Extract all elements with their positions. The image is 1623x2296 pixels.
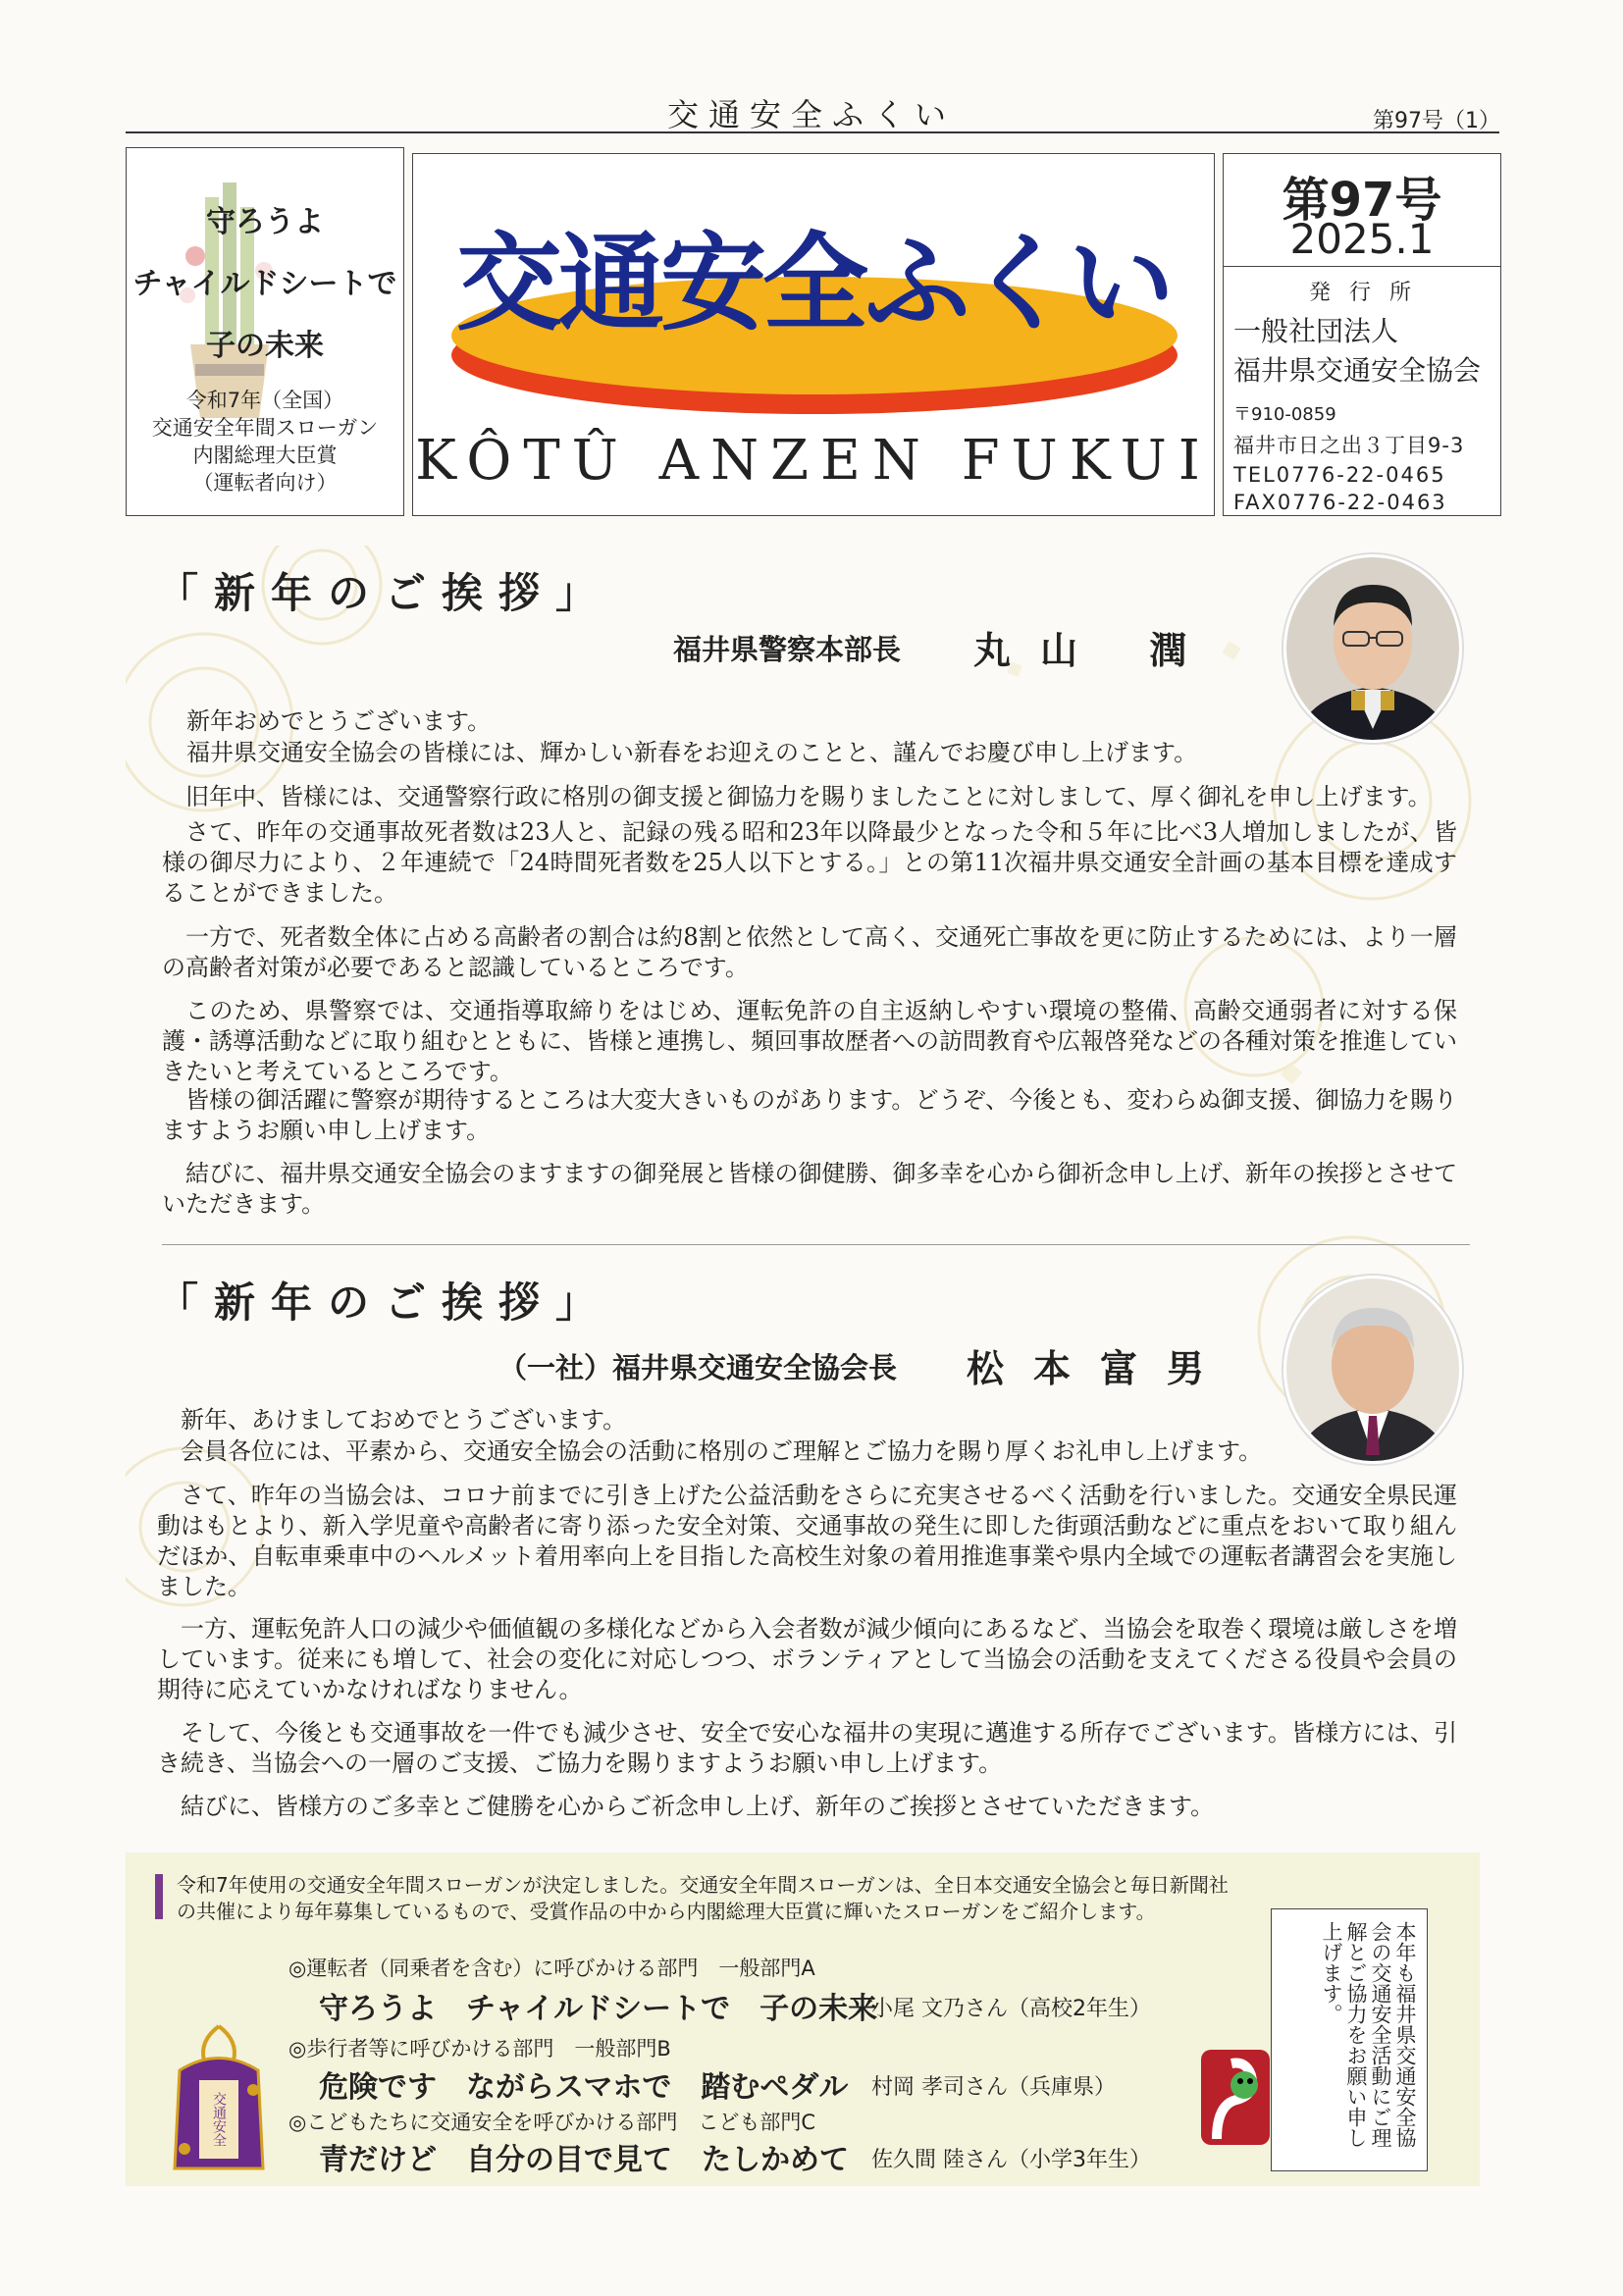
article1-paragraph: さて、昨年の交通事故死者数は23人と、記録の残る昭和23年以降最少となった令和５年に比べ3人増加しましたが、皆様の御尽力により、２年連続で「24時間死者数を25人以下とする。」との第11次福井県交通安全計画の基本目標を達成することができました。 xyxy=(162,818,1457,907)
award-slogan: 青だけど 自分の目で見て たしかめて xyxy=(319,2143,849,2177)
slogan-author: 村岡 孝司さん（兵庫県） xyxy=(871,2075,1116,2100)
slogan-line-1: 守ろうよ xyxy=(206,205,324,239)
publisher-fax: FAX0776-22-0463 xyxy=(1233,491,1447,514)
slogan-note-year: 令和7年（全国） xyxy=(185,389,344,412)
masthead-title: 交通安全ふくい xyxy=(666,96,956,133)
article2-paragraph: 会員各位には、平素から、交通安全協会の活動に格別のご理解とご協力を賜り厚くお礼申し上げます。 xyxy=(181,1437,1263,1465)
slogan-intro-line-2: の共催により毎年募集しているもので、受賞作品の中から内閣総理大臣賞に輝いたスローガンをご紹介します。 xyxy=(177,1900,1156,1923)
slogan-line-2: チャイルドシートで xyxy=(132,267,397,301)
closing-note: 本年も福井県交通安全協会の交通安全活動にご理解とご協力をお願い申し上げます。 xyxy=(1320,1921,1417,2148)
omamori-label: 交通安全 xyxy=(211,2092,227,2147)
article1-author-role: 福井県警察本部長 xyxy=(673,633,902,666)
slogan-line-3: 子の未来 xyxy=(206,329,324,363)
article2-paragraph: 一方、運転免許人口の減少や価値観の多様化などから入会者数が減少傾向にあるなど、当協会を取巻く環境は厳しさを増しています。従来にも増して、社会の変化に対応しつつ、ボランティアとして当協会の活動を支えてくださる役員や会員の期待に応えていかなければなりません。 xyxy=(157,1615,1457,1703)
category-label: ◎歩行者等に呼びかける部門 一般部門B xyxy=(288,2037,671,2061)
article2-paragraph: そして、今後とも交通事故を一件でも減少させ、安全で安心な福井の実現に邁進する所存でございます。皆様方には、引き続き、当協会への一層のご支援、ご協力を賜りますようお願い申し上げます。 xyxy=(157,1719,1457,1777)
snake-mascot-icon xyxy=(1197,2046,1274,2149)
intro-accent-bar xyxy=(155,1874,163,1919)
issue-number: 第97号 xyxy=(1282,173,1442,228)
article1-paragraph: このため、県警察では、交通指導取締りをはじめ、運転免許の自主返納しやすい環境の整備、高齢交通弱者に対する保護・誘導活動などに取り組むとともに、皆様と連携し、頻回事故歴者への訪問教育や広報啓発などの各種対策を推進していきたいと考えているところです。 xyxy=(162,997,1457,1085)
award-slogan: 守ろうよ チャイルドシートで 子の未来 xyxy=(319,1992,878,2026)
publisher-org-type: 一般社団法人 xyxy=(1233,315,1399,347)
omamori-charm-icon xyxy=(145,2021,292,2178)
slogan-intro xyxy=(177,1872,1285,1925)
slogan-intro-line-1: 令和7年使用の交通安全年間スローガンが決定しました。交通安全年間スローガンは、全日本交通安全協会と毎日新聞社 xyxy=(177,1873,1229,1897)
article1-author-photo xyxy=(1283,554,1462,743)
slogan-note-award: 内閣総理大臣賞 xyxy=(192,444,338,467)
slogan-note-type: 交通安全年間スローガン xyxy=(151,416,379,440)
article1-paragraph: 旧年中、皆様には、交通警察行政に格別の御支援と御協力を賜りましたことに対しまして、厚く御礼を申し上げます。 xyxy=(185,783,1432,810)
article1-author-name: 丸山 潤 xyxy=(973,628,1217,672)
slogan-author: 小尾 文乃さん（高校2年生） xyxy=(871,1997,1151,2021)
issue-date: 2025.1 xyxy=(1289,215,1435,263)
article2-author-photo xyxy=(1283,1276,1462,1464)
issue-page-number: 第97号（1） xyxy=(1373,109,1500,133)
featured-slogan-box xyxy=(126,147,404,516)
article1-paragraph: 新年おめでとうございます。 xyxy=(186,707,492,735)
article1-paragraph: 皆様の御活躍に警察が期待するところは大変大きいものがあります。どうぞ、今後とも、変わらぬ御支援、御協力を賜りますようお願い申し上げます。 xyxy=(162,1086,1457,1144)
article-divider xyxy=(162,1244,1470,1245)
publisher-org-name: 福井県交通安全協会 xyxy=(1233,354,1482,387)
article2-paragraph: 結びに、皆様方のご多幸とご健勝を心からご祈念申し上げ、新年のご挨拶とさせていただきます。 xyxy=(181,1793,1215,1820)
closing-note-box xyxy=(1271,1908,1428,2171)
article1-heading: 「新年のご挨拶」 xyxy=(157,569,613,617)
slogan-note-target: （運転者向け） xyxy=(192,471,338,495)
article2-paragraph: 新年、あけましておめでとうございます。 xyxy=(181,1406,627,1434)
logo-roman: KÔTÛ ANZEN FUKUI xyxy=(415,429,1212,493)
category-label: ◎こどもたちに交通安全を呼びかける部門 こども部門C xyxy=(288,2111,815,2134)
article2-heading: 「新年のご挨拶」 xyxy=(157,1278,613,1327)
publisher-label: 発 行 所 xyxy=(1309,281,1417,305)
publisher-address: 福井市日之出３丁目9-3 xyxy=(1233,434,1465,457)
article1-paragraph: 結びに、福井県交通安全協会のますますの御発展と皆様の御健勝、御多幸を心から御祈念申し上げ、新年の挨拶とさせていただきます。 xyxy=(162,1160,1457,1218)
article2-paragraph: さて、昨年の当協会は、コロナ前までに引き上げた公益活動をさらに充実させるべく活動を行いました。交通安全県民運動はもとより、新入学児童や高齢者に寄り添った安全対策、交通事故の発生に即した街頭活動などに重点をおいて取り組んだほか、自転車乗車中のヘルメット着用率向上を目指した高校生対象の着用推進事業や県内全域での運転者講習会を実施しました。 xyxy=(157,1482,1457,1600)
logo-box xyxy=(412,153,1215,516)
publisher-postal: 〒910-0859 xyxy=(1233,404,1336,425)
award-slogan: 危険です ながらスマホで 踏むペダル xyxy=(319,2070,849,2105)
article1-paragraph: 福井県交通安全協会の皆様には、輝かしい新春をお迎えのことと、謹んでお慶び申し上げます。 xyxy=(186,739,1198,766)
publisher-tel: TEL0776-22-0465 xyxy=(1233,463,1446,487)
issue-block xyxy=(1224,154,1500,267)
logo-title: 交通安全ふくい xyxy=(455,223,1171,345)
category-label: ◎運転者（同乗者を含む）に呼びかける部門 一般部門A xyxy=(288,1957,815,1980)
publisher-block xyxy=(1233,276,1492,514)
article1-paragraph: 一方で、死者数全体に占める高齢者の割合は約8割と依然として高く、交通死亡事故を更に防止するためには、より一層の高齢者対策が必要であると認識しているところです。 xyxy=(162,923,1457,981)
header-rule xyxy=(126,131,1499,133)
article2-author-role: （一社）福井県交通安全協会長 xyxy=(498,1351,898,1384)
article2-author-name: 松本富男 xyxy=(967,1346,1234,1390)
publication-info-box xyxy=(1223,153,1501,516)
slogan-author: 佐久間 陸さん（小学3年生） xyxy=(871,2148,1151,2172)
